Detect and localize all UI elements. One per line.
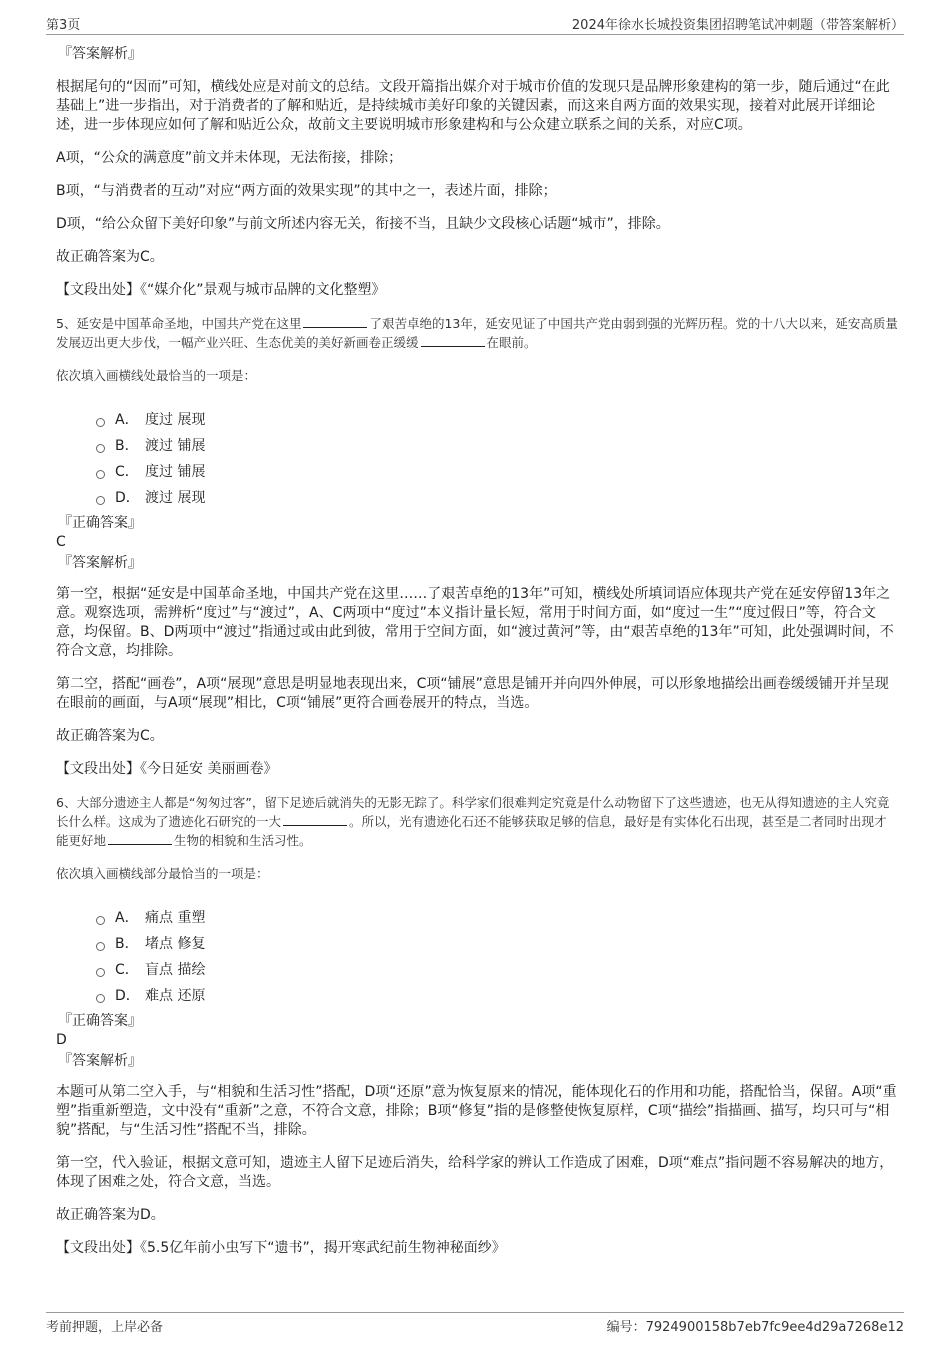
radio-icon[interactable] bbox=[96, 496, 105, 505]
option-d[interactable]: D． 难点 还原 bbox=[96, 983, 898, 1009]
page-header bbox=[46, 12, 904, 35]
answer-analysis-label: 『答案解析』 bbox=[58, 555, 142, 571]
question-stem: 5、延安是中国革命圣地，中国共产党在这里 了艰苦卓绝的13年，延安见证了中国共产党由弱到强的光辉历程。党的十八大以来，延安高质量发展迈出更大步伐，一幅产业兴旺、生态优美的美好新画卷正缓缓 在眼前。 bbox=[56, 316, 898, 350]
analysis-paragraph: 根据尾句的“因而”可知，横线处应是对前文的总结。文段开篇指出媒介对于城市价值的发现只是品牌形象建构的第一步，随后通过“在此基础上”进一步指出，对于消费者的了解和贴近，是持续城市美好印象的关键因素，而这来自两方面的效果实现，接着对此展开详细论述，进一步体现应如何了解和贴近公众，故前文主要说明城市形象建构和与公众建立联系之间的关系，对应C项。 bbox=[56, 79, 890, 133]
question-prompt: 依次填入画横线处最恰当的一项是： bbox=[56, 368, 257, 383]
radio-icon[interactable] bbox=[96, 916, 105, 925]
option-a[interactable]: A． 痛点 重塑 bbox=[96, 905, 898, 931]
correct-answer-label: 『正确答案』 bbox=[58, 1013, 142, 1029]
analysis-paragraph: B项，“与消费者的互动”对应“两方面的效果实现”的其中之一，表述片面，排除； bbox=[56, 183, 557, 199]
document-code: 编号：7924900158b7eb7fc9ee4d29a7268e12 bbox=[606, 1320, 904, 1335]
option-a[interactable]: A． 度过 展现 bbox=[96, 407, 898, 433]
question-stem: 6、大部分遗迹主人都是“匆匆过客”，留下足迹后就消失的无影无踪了。科学家们很难判定究竟是什么动物留下了这些遗迹，也无从得知遗迹的主人究竟长什么样。这成为了遗迹化石研究的一大 。所以，光有遗迹化石还不能够获取足够的信息，最好是有实体化石出现，甚至是二者同时出现才能更好地 生物的相貌和生活习性。 bbox=[56, 795, 890, 848]
analysis-paragraph: 第一空，根据“延安是中国革命圣地，中国共产党在这里……了艰苦卓绝的13年”可知，横线处所填词语应体现共产党在延安停留13年之意。观察选项，需辨析“度过”与“渡过”，A、C两项中“度过”本义指计量长短，常用于时间方面，如“度过一生”“度过假日”等，符合文意，均保留。B、D两项中“渡过”指通过或由此到彼，常用于空间方面，如“渡过黄河”等，由“艰苦卓绝的13年”可知，此处强调时间，不符合文意，均排除。 bbox=[56, 586, 894, 659]
answer-analysis-label: 『答案解析』 bbox=[58, 1053, 142, 1069]
question-prompt: 依次填入画横线部分最恰当的一项是： bbox=[56, 866, 269, 881]
option-d[interactable]: D． 渡过 展现 bbox=[96, 485, 898, 511]
option-c[interactable]: C． 盲点 描绘 bbox=[96, 957, 898, 983]
correct-answer: C bbox=[56, 534, 66, 550]
radio-icon[interactable] bbox=[96, 968, 105, 977]
options-list bbox=[56, 407, 898, 511]
answer-blank bbox=[108, 832, 172, 845]
radio-icon[interactable] bbox=[96, 942, 105, 951]
conclusion: 故正确答案为C。 bbox=[56, 728, 164, 744]
page-footer bbox=[46, 1312, 904, 1335]
options-list bbox=[56, 905, 898, 1009]
document-title: 2024年徐水长城投资集团招聘笔试冲刺题（带答案解析） bbox=[571, 18, 904, 33]
passage-source: 【文段出处】《5.5亿年前小虫写下“遗书”，揭开寒武纪前生物神秘面纱》 bbox=[56, 1240, 506, 1256]
option-c[interactable]: C． 度过 铺展 bbox=[96, 459, 898, 485]
analysis-paragraph: A项，“公众的满意度”前文并未体现，无法衔接，排除； bbox=[56, 150, 403, 166]
option-b[interactable]: B． 渡过 铺展 bbox=[96, 433, 898, 459]
conclusion: 故正确答案为C。 bbox=[56, 249, 164, 265]
correct-answer-label: 『正确答案』 bbox=[58, 515, 142, 531]
correct-answer: D bbox=[56, 1032, 67, 1048]
page-number: 第3页 bbox=[46, 18, 81, 33]
radio-icon[interactable] bbox=[96, 444, 105, 453]
passage-source: 【文段出处】《“媒介化”景观与城市品牌的文化整塑》 bbox=[56, 282, 386, 298]
conclusion: 故正确答案为D。 bbox=[56, 1207, 165, 1223]
radio-icon[interactable] bbox=[96, 470, 105, 479]
radio-icon[interactable] bbox=[96, 994, 105, 1003]
answer-analysis-label: 『答案解析』 bbox=[58, 46, 142, 62]
page-content bbox=[56, 44, 898, 1258]
answer-blank bbox=[303, 315, 367, 328]
option-b[interactable]: B． 堵点 修复 bbox=[96, 931, 898, 957]
radio-icon[interactable] bbox=[96, 418, 105, 427]
footer-slogan: 考前押题，上岸必备 bbox=[46, 1320, 164, 1335]
answer-blank bbox=[421, 334, 485, 347]
analysis-paragraph: D项，“给公众留下美好印象”与前文所述内容无关，衔接不当，且缺少文段核心话题“城市”，排除。 bbox=[56, 216, 670, 232]
analysis-paragraph: 第一空，代入验证，根据文意可知，遗迹主人留下足迹后消失，给科学家的辨认工作造成了困难，D项“难点”指问题不容易解决的地方，体现了困难之处，符合文意，当选。 bbox=[56, 1155, 894, 1190]
answer-blank bbox=[283, 813, 347, 826]
passage-source: 【文段出处】《今日延安 美丽画卷》 bbox=[56, 761, 278, 777]
analysis-paragraph: 第二空，搭配“画卷”，A项“展现”意思是明显地表现出来，C项“铺展”意思是铺开并向四外伸展，可以形象地描绘出画卷缓缓铺开并呈现在眼前的画面，与A项“展现”相比，C项“铺展”更符合画卷展开的特点，当选。 bbox=[56, 676, 889, 711]
analysis-paragraph: 本题可从第二空入手，与“相貌和生活习性”搭配，D项“还原”意为恢复原来的情况，能体现化石的作用和功能，搭配恰当，保留。A项“重塑”指重新塑造，文中没有“重新”之意，不符合文意，排除；B项“修复”指的是修整使恢复原样，C项“描绘”指描画、描写，均只可与“相貌”搭配，与“生活习性”搭配不当，排除。 bbox=[56, 1084, 897, 1138]
